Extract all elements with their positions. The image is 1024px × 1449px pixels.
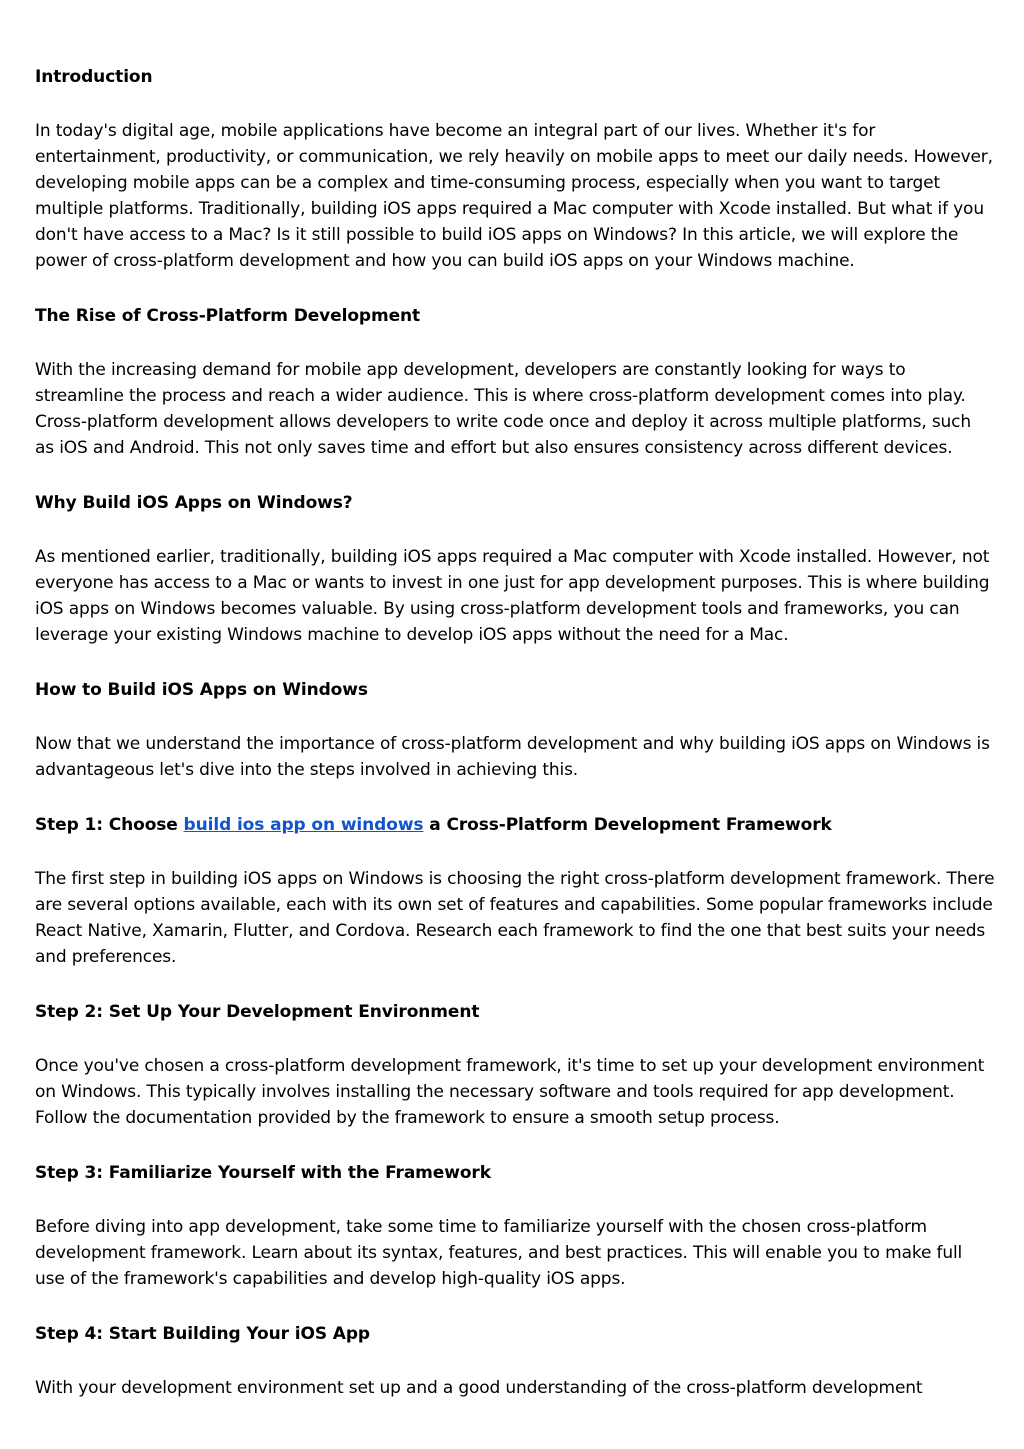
intro-paragraph: In today's digital age, mobile applications have become an integral part of our lives. Whether it's for entertainment, productivity, or communication, we rely heavily on mobile apps to meet our daily needs. However, developing mobile apps can be a complex and time-consuming process, especially when you want to target multiple platforms. Traditionally, building iOS apps required a Mac computer with Xcode installed. But what if you don't have access to a Mac? Is it still possible to build iOS apps on Windows? In this article, we will explore the power of cross-platform development and how you can build iOS apps on your Windows machine. — [35, 121, 993, 271]
intro-heading: Introduction — [35, 67, 153, 87]
why-heading: Why Build iOS Apps on Windows? — [35, 493, 353, 513]
step1-paragraph: The first step in building iOS apps on Windows is choosing the right cross-platform development framework. There are several options available, each with its own set of features and capabilities. Some popular frameworks include React Native, Xamarin, Flutter, and Cordova. Research each framework to find the one that best suits your needs and preferences. — [35, 869, 995, 967]
rise-heading: The Rise of Cross-Platform Development — [35, 306, 421, 326]
article-body — [35, 64, 995, 1430]
rise-paragraph: With the increasing demand for mobile app development, developers are constantly looking for ways to streamline the process and reach a wider audience. This is where cross-platform development comes into play. Cross-platform development allows developers to write code once and deploy it across multiple platforms, such as iOS and Android. This not only saves time and effort but also ensures consistency across different devices. — [35, 360, 971, 458]
step2-paragraph: Once you've chosen a cross-platform development framework, it's time to set up your development environment on Windows. This typically involves installing the necessary software and tools required for app development. Follow the documentation provided by the framework to ensure a smooth setup process. — [35, 1056, 985, 1128]
how-paragraph: Now that we understand the importance of cross-platform development and why building iOS apps on Windows is advantageous let's dive into the steps involved in achieving this. — [35, 734, 990, 780]
why-paragraph: As mentioned earlier, traditionally, building iOS apps required a Mac computer with Xcode installed. However, not everyone has access to a Mac or wants to invest in one just for app development purposes. This is where building iOS apps on Windows becomes valuable. By using cross-platform development tools and frameworks, you can leverage your existing Windows machine to develop iOS apps without the need for a Mac. — [35, 547, 990, 645]
step1-heading — [35, 812, 995, 838]
how-heading: How to Build iOS Apps on Windows — [35, 680, 368, 700]
step2-heading: Step 2: Set Up Your Development Environment — [35, 1002, 480, 1022]
step4-paragraph: With your development environment set up and a good understanding of the cross-platform development — [35, 1378, 923, 1398]
step1-heading-prefix: Step 1: Choose — [35, 815, 184, 835]
step3-heading: Step 3: Familiarize Yourself with the Framework — [35, 1163, 491, 1183]
build-ios-app-link[interactable]: build ios app on windows — [183, 815, 424, 835]
step3-paragraph: Before diving into app development, take some time to familiarize yourself with the chosen cross-platform development framework. Learn about its syntax, features, and best practices. This will enable you to make full use of the framework's capabilities and develop high-quality iOS apps. — [35, 1217, 963, 1289]
step1-heading-suffix: a Cross-Platform Development Framework — [423, 815, 832, 835]
step4-heading: Step 4: Start Building Your iOS App — [35, 1324, 370, 1344]
